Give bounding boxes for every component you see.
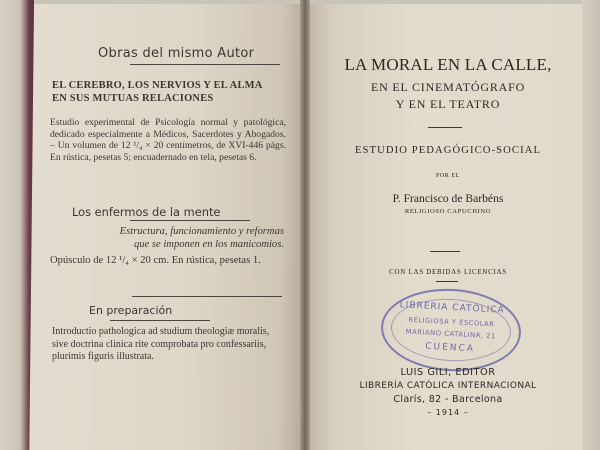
by-label: POR EL (435, 173, 461, 179)
stamp-line: LIBRERIA CATÓLICA (399, 300, 505, 316)
publication-year: – 1914 – (427, 408, 469, 417)
book1-description: Estudio experimental de Psicología normal y patológica, dedicado especialmente a Médicos, Sacerdotes y Abogados. – Un volumen de 12 ¹/₄ × 20 centímetros, de XVI-446 págs. En rústica, pesetas 5; encuadernado en tela, pesetas 6. (50, 117, 286, 163)
book-title: LA MORAL EN LA CALLE, (344, 55, 552, 74)
stamp-line: RELIGIOSA Y ESCOLAR (408, 315, 495, 329)
book2-description: Opúsculo de 12 ¹/₄ × 20 cm. En rústica, pesetas 1. (50, 255, 261, 266)
book2-subtitle (70, 225, 284, 251)
in-preparation-title: En preparación (89, 304, 173, 317)
licenses-note: CON LAS DEBIDAS LICENCIAS (389, 268, 507, 276)
header-rule (130, 64, 280, 65)
book1-title-line: EL CEREBRO, LOS NERVIOS Y EL ALMA (52, 80, 263, 91)
author-order: RELIGIOSO CAPUCHINO (404, 208, 492, 215)
book2-title: Los enfermos de la mente (72, 205, 221, 219)
section-rule-bottom (110, 320, 210, 321)
section-rule-top (132, 296, 282, 297)
book3-description: Introductio pathologica ad studium theologiæ moralis, sive doctrina clinica rite comprobata pro confessariis, plurimis figuris illustrata. (52, 326, 270, 363)
book1-title-line: EN SUS MUTUAS RELACIONES (52, 93, 214, 104)
bookshop-name: LIBRERÍA CATÓLICA INTERNACIONAL (359, 381, 537, 391)
license-rule-top (430, 251, 460, 252)
book-title-line3: Y EN EL TEATRO (395, 97, 501, 111)
book-cover-left-edge (0, 0, 34, 450)
book-cover-right-edge (582, 0, 600, 450)
book1-title (52, 79, 263, 105)
stamp-line: MARIANO CATALINA, 21 (405, 327, 497, 341)
book-gutter (300, 0, 310, 450)
license-rule-bottom (436, 281, 458, 282)
book2-subtitle-line: que se imponen en los manicomios. (133, 239, 284, 250)
publisher: LUIS GILI, EDITOR (400, 367, 496, 378)
other-works-header: Obras del mismo Autor (98, 46, 255, 61)
publisher-address: Clarís, 82 - Barcelona (393, 394, 503, 405)
stamp-line: CUENCA (424, 341, 476, 355)
book-subtitle: ESTUDIO PEDAGÓGICO-SOCIAL (354, 145, 542, 156)
author-name: P. Francisco de Barbéns (392, 192, 504, 205)
book2-rule (130, 220, 250, 221)
title-rule (428, 127, 462, 128)
book-title-line2: EN EL CINEMATÓGRAFO (370, 80, 526, 94)
book2-subtitle-line: Estructura, funcionamiento y reformas (119, 226, 284, 237)
